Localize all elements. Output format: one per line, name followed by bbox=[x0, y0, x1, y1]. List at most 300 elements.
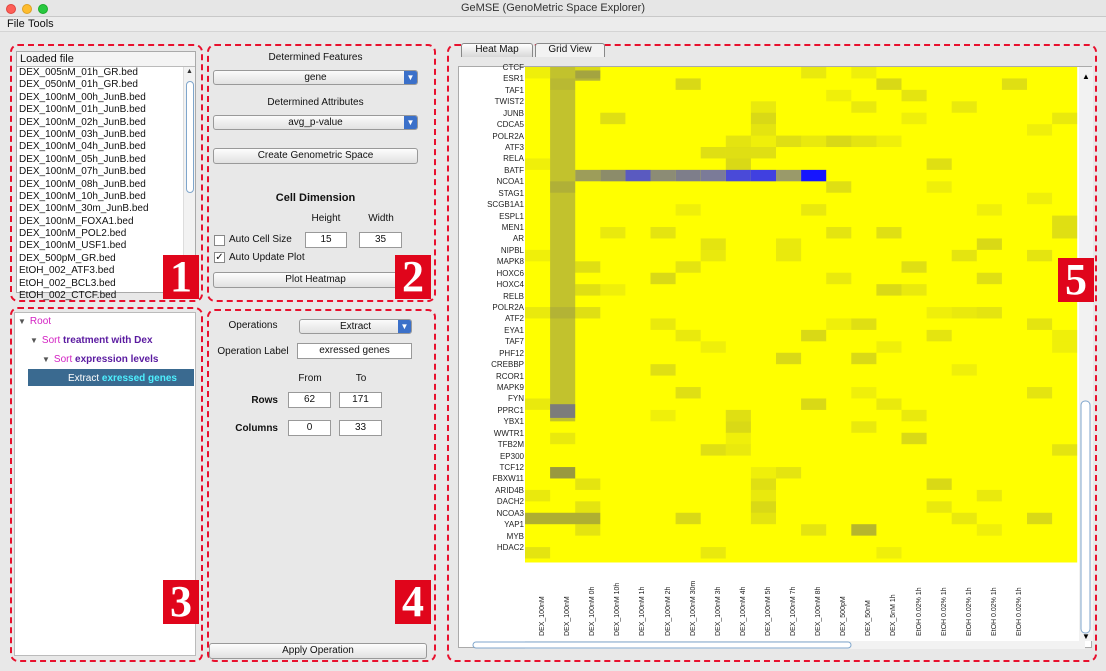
heatmap-cell bbox=[801, 330, 826, 341]
heatmap-column-label bbox=[913, 560, 923, 640]
heatmap-row-label: CDCA5 bbox=[496, 120, 524, 130]
heatmap-cell bbox=[952, 307, 977, 318]
heatmap-cell bbox=[575, 284, 600, 295]
heatmap-cell bbox=[751, 467, 776, 478]
heatmap-row-label: RCOR1 bbox=[495, 371, 524, 381]
heatmap-cell bbox=[651, 318, 676, 329]
heatmap-cell bbox=[701, 147, 726, 158]
heatmap-cell bbox=[1052, 216, 1077, 227]
heatmap-column-label bbox=[662, 560, 672, 640]
heatmap-cell bbox=[676, 513, 701, 524]
heatmap-cell bbox=[902, 284, 927, 295]
chevron-down-icon: ▼ bbox=[398, 320, 411, 333]
heatmap-cell bbox=[927, 181, 952, 192]
heatmap-column-label-text: DEX_100nM 8h bbox=[815, 586, 823, 636]
auto-update-plot-label: Auto Update Plot bbox=[229, 252, 305, 263]
heatmap-column-label-text: DEX_5nM 1h bbox=[890, 594, 898, 636]
heatmap-cell bbox=[1052, 227, 1077, 238]
heatmap-cell bbox=[851, 524, 876, 535]
heatmap-column-label bbox=[963, 560, 973, 640]
heatmap-cell bbox=[977, 490, 1002, 501]
heatmap-cell bbox=[1027, 387, 1052, 398]
expanded-triangle-icon: ▼ bbox=[30, 336, 38, 345]
heatmap-column-label bbox=[988, 560, 998, 640]
file-list-item[interactable]: DEX_100nM_30m_JunB.bed bbox=[19, 203, 149, 215]
heatmap-cell bbox=[826, 90, 851, 101]
file-list-item[interactable]: DEX_050nM_01h_GR.bed bbox=[19, 79, 138, 91]
heatmap-cell bbox=[525, 250, 550, 261]
heatmap-cell bbox=[701, 238, 726, 249]
heatmap-cell bbox=[776, 136, 801, 147]
heatmap-cell bbox=[651, 410, 676, 421]
heatmap-row-label: PHF12 bbox=[499, 348, 524, 358]
heatmap-cell bbox=[651, 273, 676, 284]
tree-node-root[interactable]: ▼ Root bbox=[18, 316, 52, 327]
file-list-item[interactable]: DEX_100nM_03h_JunB.bed bbox=[19, 128, 146, 140]
heatmap-cell bbox=[801, 67, 826, 78]
heatmap-column-label bbox=[938, 560, 948, 640]
heatmap-cell bbox=[851, 421, 876, 432]
heatmap-column-label bbox=[887, 560, 897, 640]
columns-to-field[interactable]: 33 bbox=[339, 420, 382, 436]
heatmap-cell bbox=[826, 273, 851, 284]
heatmap-cell bbox=[676, 204, 701, 215]
expanded-triangle-icon: ▼ bbox=[42, 355, 50, 364]
heatmap-cell bbox=[651, 170, 676, 181]
heatmap-cell bbox=[876, 341, 901, 352]
scroll-up-icon[interactable]: ▲ bbox=[186, 68, 193, 75]
heatmap-row-label: TFB2M bbox=[497, 440, 524, 450]
panel-number-4: 4 bbox=[395, 580, 431, 624]
window-titlebar bbox=[0, 0, 1106, 17]
heatmap-column-label bbox=[862, 560, 872, 640]
heatmap-row-label: POLR2A bbox=[492, 131, 524, 141]
file-list-item[interactable]: DEX_005nM_01h_GR.bed bbox=[19, 67, 138, 78]
file-list-item[interactable]: DEX_100nM_00h_JunB.bed bbox=[19, 91, 146, 103]
heatmap-cell bbox=[801, 204, 826, 215]
width-field[interactable]: 35 bbox=[359, 232, 402, 248]
heatmap-cell bbox=[902, 410, 927, 421]
heatmap-cell bbox=[1027, 318, 1052, 329]
heatmap-row-label: AR bbox=[512, 234, 524, 244]
heatmap-cell bbox=[676, 330, 701, 341]
file-list-item[interactable]: DEX_100nM_07h_JunB.bed bbox=[19, 166, 146, 178]
heatmap-cell bbox=[826, 318, 851, 329]
loaded-file-header: Loaded file bbox=[17, 52, 195, 67]
heatmap-cell bbox=[876, 227, 901, 238]
heatmap-row-label: ESR1 bbox=[503, 74, 524, 84]
heatmap-cell bbox=[525, 158, 550, 169]
heatmap-vscroll-thumb[interactable] bbox=[1081, 401, 1090, 633]
columns-label: Columns bbox=[235, 423, 278, 434]
heatmap-row-label: HOXC4 bbox=[496, 280, 524, 290]
heatmap-column-label-text: EtOH 0.02% 1h bbox=[1015, 587, 1023, 636]
heatmap-cell bbox=[751, 501, 776, 512]
menu-tools[interactable]: Tools bbox=[28, 18, 54, 30]
heatmap-cell bbox=[726, 158, 751, 169]
heatmap-row-label: FBXW11 bbox=[492, 474, 524, 484]
heatmap-cell bbox=[525, 547, 550, 558]
heatmap-column-label bbox=[762, 560, 772, 640]
heatmap-row-label: POLR2A bbox=[492, 303, 524, 313]
file-list-item[interactable]: DEX_100nM_USF1.bed bbox=[19, 240, 127, 252]
operations-label: Operations bbox=[228, 320, 278, 331]
heatmap-row-label: JUNB bbox=[503, 108, 524, 118]
menu-file[interactable]: File bbox=[7, 18, 25, 30]
file-list-item[interactable]: EtOH_002_ATF3.bed bbox=[19, 265, 115, 277]
heatmap-row-label: YBX1 bbox=[503, 417, 524, 427]
heatmap-row-label: STAG1 bbox=[498, 188, 524, 198]
auto-cell-size-checkbox[interactable] bbox=[214, 235, 225, 246]
heatmap-row-label: HOXC6 bbox=[496, 268, 524, 278]
zoom-window-button[interactable] bbox=[38, 4, 48, 14]
heatmap-cell bbox=[751, 478, 776, 489]
rows-label: Rows bbox=[251, 395, 278, 406]
heatmap-row-label: TAF7 bbox=[505, 337, 524, 347]
heatmap-row-label: EYA1 bbox=[504, 325, 524, 335]
heatmap-cell bbox=[575, 261, 600, 272]
heatmap-column-label-text: DEX_100nM 0h bbox=[589, 586, 597, 636]
heatmap-cell bbox=[751, 170, 776, 181]
heatmap-row-label: ATF3 bbox=[505, 143, 524, 152]
checkmark-icon: ✓ bbox=[215, 252, 224, 263]
heatmap-cell bbox=[977, 238, 1002, 249]
heatmap-cell bbox=[876, 547, 901, 558]
heatmap-column-label bbox=[812, 560, 822, 640]
scroll-down-icon[interactable]: ▼ bbox=[1082, 632, 1090, 641]
heatmap-column-label bbox=[586, 560, 596, 640]
apply-operation-button[interactable]: Apply Operation bbox=[209, 643, 427, 659]
heatmap-column-label bbox=[1013, 560, 1023, 640]
heatmap-cell bbox=[1052, 341, 1077, 352]
heatmap-cell bbox=[701, 547, 726, 558]
plot-heatmap-button[interactable]: Plot Heatmap bbox=[213, 272, 418, 288]
heatmap-cell bbox=[525, 307, 550, 318]
heatmap-cell bbox=[876, 136, 901, 147]
cell-dimension-label: Cell Dimension bbox=[275, 192, 356, 204]
heatmap-row-label: PPRC1 bbox=[497, 405, 524, 415]
auto-update-plot-checkbox[interactable] bbox=[214, 252, 225, 263]
heatmap-cell bbox=[726, 147, 751, 158]
heatmap-column-label-text: EtOH 0.02% 1h bbox=[915, 587, 923, 636]
heatmap-column-label bbox=[712, 560, 722, 640]
heatmap-column-label-text: DEX_100nM 4h bbox=[739, 586, 747, 636]
heatmap-cell bbox=[575, 70, 600, 80]
height-label: Height bbox=[311, 213, 341, 224]
file-list-item[interactable]: DEX_100nM_FOXA1.bed bbox=[19, 215, 134, 227]
minimize-window-button[interactable] bbox=[22, 4, 32, 14]
heatmap-column-label bbox=[737, 560, 747, 640]
heatmap-cell bbox=[876, 78, 901, 89]
heatmap-cell bbox=[600, 170, 625, 181]
heatmap-cell bbox=[751, 490, 776, 501]
heatmap-cell bbox=[876, 398, 901, 409]
heatmap-column-band bbox=[550, 67, 575, 421]
heatmap-column-label bbox=[787, 560, 797, 640]
attributes-select[interactable] bbox=[213, 115, 418, 130]
heatmap-cell bbox=[751, 113, 776, 124]
heatmap-cell bbox=[826, 136, 851, 147]
determined-features-label: Determined Features bbox=[268, 52, 363, 63]
heatmap-row-label: FYN bbox=[508, 394, 524, 404]
heatmap-cell bbox=[1027, 193, 1052, 204]
operations-select-value: Extract bbox=[339, 321, 372, 332]
heatmap-column-label-text: DEX_50nM bbox=[865, 600, 873, 636]
heatmap-cell bbox=[550, 433, 575, 444]
heatmap-cell bbox=[902, 90, 927, 101]
heatmap-cell bbox=[851, 387, 876, 398]
heatmap-cell bbox=[676, 78, 701, 89]
heatmap-cell bbox=[851, 101, 876, 112]
heatmap-cell bbox=[575, 524, 600, 535]
heatmap-cell bbox=[751, 101, 776, 112]
heatmap-column-label-text: DEX_100nM 5h bbox=[764, 586, 772, 636]
heatmap-column-label-text: DEX_100nM 1h bbox=[639, 586, 647, 636]
panel-number-3: 3 bbox=[163, 580, 199, 624]
heatmap-row-label: MYB bbox=[506, 531, 524, 541]
heatmap-cell bbox=[826, 181, 851, 192]
heatmap-cell bbox=[826, 227, 851, 238]
file-list-item[interactable]: DEX_100nM_08h_JunB.bed bbox=[19, 178, 146, 190]
heatmap-column-label bbox=[611, 560, 621, 640]
heatmap-row-label: MEN1 bbox=[501, 223, 524, 233]
heatmap-column-label-text: DEX_100nM 30m bbox=[689, 580, 697, 636]
to-label: To bbox=[355, 373, 367, 384]
heatmap-row-label: TAF1 bbox=[505, 85, 524, 95]
heatmap-cell bbox=[927, 478, 952, 489]
heatmap-row-label: HDAC2 bbox=[496, 543, 524, 553]
file-list-item[interactable]: DEX_100nM_POL2.bed bbox=[19, 228, 127, 240]
tab-heat-map[interactable]: Heat Map bbox=[461, 43, 533, 57]
heatmap-column-label-text: DEX_100nM 7h bbox=[790, 586, 797, 636]
menu-bar bbox=[0, 17, 1106, 32]
heatmap-cell bbox=[751, 513, 776, 524]
heatmap-column-label-text: DEX_100nM 2h bbox=[664, 586, 672, 636]
heatmap-cell bbox=[776, 238, 801, 249]
heatmap-column-label bbox=[636, 560, 646, 640]
heatmap-cell bbox=[851, 67, 876, 78]
heatmap-cell bbox=[726, 444, 751, 455]
heatmap-row-label: ESPL1 bbox=[499, 211, 524, 221]
heatmap-cell bbox=[977, 524, 1002, 535]
heatmap-column-label-text: EtOH 0.02% 1h bbox=[965, 587, 973, 636]
heatmap-cell bbox=[1052, 330, 1077, 341]
heatmap-cell bbox=[927, 330, 952, 341]
heatmap-cell bbox=[801, 524, 826, 535]
heatmap-cell bbox=[701, 170, 726, 181]
heatmap-cell bbox=[952, 101, 977, 112]
heatmap-cell bbox=[876, 284, 901, 295]
heatmap-cell bbox=[726, 170, 751, 181]
heatmap-column-label-text: EtOH 0.02% 1h bbox=[940, 587, 948, 636]
heatmap-column-label-text: DEX_100nM bbox=[564, 596, 572, 636]
heatmap-cell bbox=[575, 307, 600, 318]
file-list-item[interactable]: EtOH_002_BCL3.bed bbox=[19, 277, 116, 289]
heatmap-row-label: NCOA3 bbox=[496, 508, 524, 518]
tree-node-sort-expression[interactable]: ▼ Sort expression levels bbox=[42, 354, 159, 365]
heatmap-cell bbox=[1027, 124, 1052, 135]
heatmap-cell bbox=[550, 404, 575, 418]
heatmap-cell bbox=[600, 227, 625, 238]
heatmap-cell bbox=[927, 158, 952, 169]
heatmap-cell bbox=[1027, 513, 1052, 524]
heatmap-cell bbox=[726, 433, 751, 444]
chevron-down-icon: ▼ bbox=[404, 71, 417, 84]
file-list-item[interactable]: DEX_100nM_01h_JunB.bed bbox=[19, 104, 146, 116]
heatmap-row-label: ATF2 bbox=[505, 314, 524, 324]
columns-from-field[interactable]: 0 bbox=[288, 420, 331, 436]
heatmap-row-label: NCOA1 bbox=[496, 177, 524, 187]
heatmap-cell bbox=[927, 501, 952, 512]
heatmap-cell bbox=[751, 147, 776, 158]
heatmap-cell bbox=[751, 124, 776, 135]
heatmap-column-label-text: DEX_100nM 3h bbox=[714, 586, 722, 636]
heatmap-cell bbox=[525, 67, 550, 78]
heatmap-cell bbox=[801, 136, 826, 147]
heatmap-cell bbox=[1002, 78, 1027, 89]
heatmap-cell bbox=[575, 478, 600, 489]
heatmap-row-label: NIPBL bbox=[500, 245, 524, 255]
heatmap-cell bbox=[1027, 250, 1052, 261]
operations-select[interactable] bbox=[299, 319, 412, 334]
features-select-value: gene bbox=[304, 72, 327, 83]
rows-from-field[interactable]: 62 bbox=[288, 392, 331, 408]
heatmap-cell bbox=[776, 467, 801, 478]
operation-label-field[interactable]: exressed genes bbox=[297, 343, 412, 359]
create-genometric-space-button[interactable]: Create Genometric Space bbox=[213, 148, 418, 164]
heatmap-column-label-text: EtOH 0.02% 1h bbox=[990, 587, 998, 636]
heatmap-row-label: YAP1 bbox=[504, 520, 524, 530]
heatmap-cell bbox=[676, 170, 701, 181]
file-list-item[interactable]: DEX_100nM_04h_JunB.bed bbox=[19, 141, 146, 153]
panel-number-1: 1 bbox=[163, 255, 199, 299]
heatmap-cell bbox=[701, 341, 726, 352]
heatmap-cell bbox=[1052, 113, 1077, 124]
heatmap-cell bbox=[902, 261, 927, 272]
panel-number-5: 5 bbox=[1058, 258, 1094, 302]
heatmap-cell bbox=[726, 136, 751, 147]
heatmap-column-label bbox=[687, 560, 697, 640]
heatmap-row-label: EP300 bbox=[499, 451, 524, 461]
heatmap-cell bbox=[776, 170, 801, 181]
heatmap-cell bbox=[952, 513, 977, 524]
scroll-up-icon[interactable]: ▲ bbox=[1082, 72, 1090, 81]
heatmap-cell bbox=[676, 387, 701, 398]
heatmap-cell bbox=[776, 250, 801, 261]
heatmap-row-label: BATF bbox=[504, 165, 524, 175]
close-window-button[interactable] bbox=[6, 4, 16, 14]
heatmap-cell bbox=[1052, 444, 1077, 455]
heatmap-cell bbox=[525, 398, 550, 409]
rows-to-field[interactable]: 171 bbox=[339, 392, 382, 408]
operation-label-label: Operation Label bbox=[217, 346, 289, 357]
heatmap-cell bbox=[575, 501, 600, 512]
heatmap-cell bbox=[902, 433, 927, 444]
file-list-scroll-thumb[interactable] bbox=[186, 81, 194, 193]
heatmap-cell bbox=[851, 136, 876, 147]
heatmap-row-label: MAPK8 bbox=[496, 257, 524, 267]
from-label: From bbox=[298, 373, 322, 384]
heatmap-cell bbox=[651, 227, 676, 238]
heatmap-cell bbox=[977, 273, 1002, 284]
heatmap-cell bbox=[600, 113, 625, 124]
heatmap-cell bbox=[726, 410, 751, 421]
heatmap-cell bbox=[701, 444, 726, 455]
tree-node-sort-dex[interactable]: ▼ Sort treatment with Dex bbox=[30, 335, 153, 346]
heatmap-cell bbox=[625, 170, 650, 181]
window-title: GeMSE (GenoMetric Space Explorer) bbox=[460, 2, 645, 14]
tree-node-extract[interactable]: Extract exressed genes bbox=[68, 373, 177, 384]
heatmap-cell bbox=[751, 136, 776, 147]
heatmap-cell bbox=[676, 261, 701, 272]
tab-grid-view[interactable]: Grid View bbox=[535, 43, 605, 57]
heatmap-cell bbox=[776, 353, 801, 364]
heatmap-column-label bbox=[837, 560, 847, 640]
features-select[interactable] bbox=[213, 70, 418, 85]
heatmap-cell bbox=[801, 398, 826, 409]
heatmap-column-label-text: DEX_100nM bbox=[539, 596, 546, 636]
heatmap-row-label: MAPK9 bbox=[496, 383, 524, 393]
file-list-item[interactable]: DEX_100nM_02h_JunB.bed bbox=[19, 116, 146, 128]
heatmap-row-label: RELA bbox=[503, 154, 524, 164]
heatmap-cell bbox=[726, 421, 751, 432]
heatmap-cell bbox=[977, 204, 1002, 215]
heatmap-cell bbox=[600, 284, 625, 295]
determined-attributes-label: Determined Attributes bbox=[267, 97, 364, 108]
heatmap-cell bbox=[851, 318, 876, 329]
file-list-item[interactable]: DEX_500pM_GR.bed bbox=[19, 252, 116, 264]
heatmap-cell bbox=[550, 467, 575, 478]
heatmap-row-label: ARID4B bbox=[495, 485, 524, 495]
heatmap-cell bbox=[952, 364, 977, 375]
heatmap-column-label bbox=[561, 560, 571, 640]
file-list-item[interactable]: DEX_100nM_05h_JunB.bed bbox=[19, 153, 146, 165]
heatmap-cell bbox=[575, 170, 600, 181]
heatmap-row-label: SCGB1A1 bbox=[487, 200, 524, 210]
heatmap-cell bbox=[851, 353, 876, 364]
heatmap-row-label: TWIST2 bbox=[494, 97, 524, 107]
auto-cell-size-label: Auto Cell Size bbox=[229, 234, 292, 245]
heatmap-row-label: RELB bbox=[503, 291, 524, 301]
heatmap-cell bbox=[902, 113, 927, 124]
heatmap-column-label-text: DEX_500pM bbox=[840, 596, 848, 636]
height-field[interactable]: 15 bbox=[305, 232, 347, 248]
heatmap-cell bbox=[651, 364, 676, 375]
heatmap-cell bbox=[952, 250, 977, 261]
heatmap-cell bbox=[525, 513, 600, 524]
attributes-select-value: avg_p-value bbox=[288, 117, 343, 128]
expanded-triangle-icon: ▼ bbox=[18, 317, 26, 326]
heatmap-row-label: TCF12 bbox=[499, 463, 524, 473]
heatmap-row-label: WWTR1 bbox=[493, 428, 524, 438]
file-list-item[interactable]: DEX_100nM_10h_JunB.bed bbox=[19, 190, 146, 202]
file-list-item[interactable]: EtOH_002_CTCF.bed bbox=[19, 290, 117, 302]
heatmap-row-label: CTCF bbox=[502, 63, 524, 72]
heatmap-cell bbox=[525, 490, 550, 501]
chevron-down-icon: ▼ bbox=[404, 116, 417, 129]
width-label: Width bbox=[368, 213, 394, 224]
heatmap-row-label: DACH2 bbox=[496, 497, 524, 507]
heatmap-hscroll-thumb[interactable] bbox=[473, 642, 851, 648]
heatmap-cell bbox=[927, 307, 952, 318]
heatmap-row-label: CREBBP bbox=[491, 360, 524, 370]
heatmap-column-label bbox=[536, 560, 546, 640]
panel-number-2: 2 bbox=[395, 255, 431, 299]
heatmap-cell bbox=[701, 250, 726, 261]
heatmap-cell bbox=[801, 170, 826, 181]
heatmap-column-label-text: DEX_100nM 10h bbox=[614, 582, 622, 636]
heatmap-cell bbox=[977, 307, 1002, 318]
